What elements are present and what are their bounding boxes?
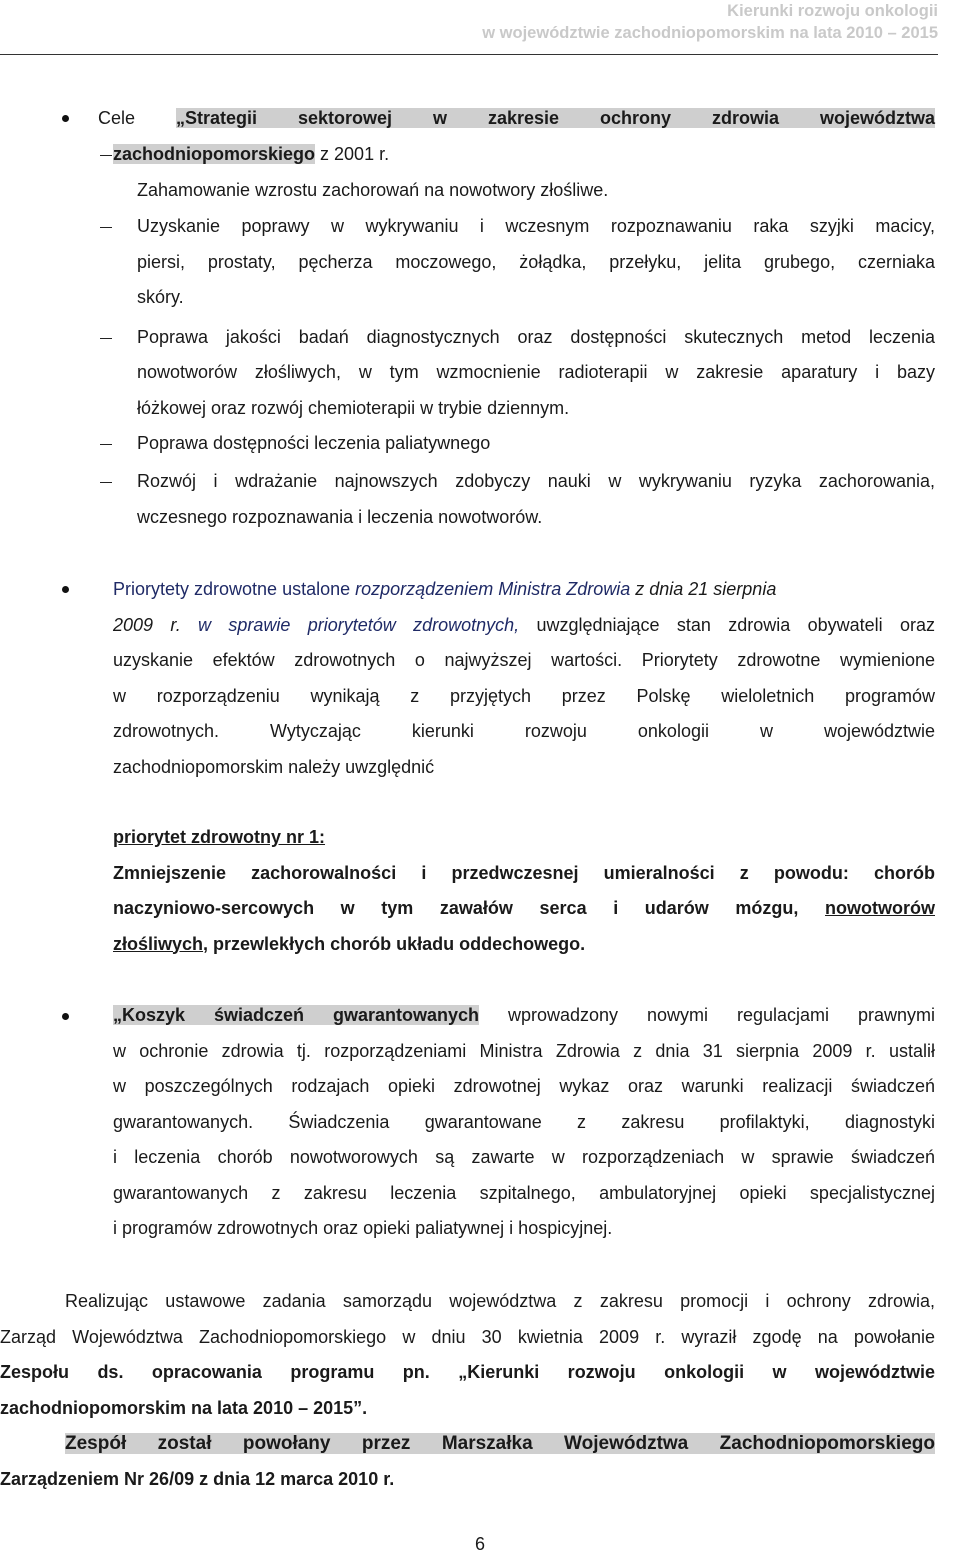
cele-title-line2: zachodniopomorskiego [113,144,316,164]
priorytety-l2-title: w sprawie priorytetów zdrowotnych, [180,614,520,635]
bullet-koszyk [62,1013,69,1020]
dash-5 [100,482,112,483]
priorytety-l3: uzyskanie efektów zdrowotnych o najwyższej wartości. Priorytety zdrowotne wymienione [113,650,935,670]
cele-item-5 [137,464,935,535]
zespol-l1: Zespół został powołany przez Marszałka Województwa Zachodniopomorskiego [65,1433,935,1454]
cele-item-3-line-2: nowotworów złośliwych, w tym wzmocnienie radioterapii w zakresie aparatury i bazy [137,362,935,382]
header-line-1: Kierunki rozwoju onkologii [727,2,938,20]
cele-item-2 [137,209,935,316]
cele-item-2-line-1: Uzyskanie poprawy w wykrywaniu i wczesnym rozpoznawaniu raka szyjki macicy, [137,216,935,236]
priorytety-l2-rest: uwzględniające stan zdrowia obywateli oraz [519,614,935,635]
zespol-paragraph [0,1426,935,1497]
koszyk-paragraph [113,998,935,1247]
cele-heading [98,101,935,137]
priorytety-l5: zdrowotnych. Wytyczając kierunki rozwoju onkologii w województwie [113,721,935,741]
running-header [482,0,938,44]
cele-item-3-cont [137,355,935,425]
cele-item-5-line-2: wczesnego rozpoznawania i leczenia nowotworów. [137,506,543,527]
realizujac-l4: zachodniopomorskim na lata 2010 – 2015”. [0,1397,368,1418]
priorytet-nr1-l2a: naczyniowo-sercowych w tym zawałów serca i udarów mózgu, [113,898,826,918]
cele-item-3 [137,320,935,356]
priorytety-l6: zachodniopomorskim należy uwzględnić [113,756,435,777]
realizujac-l2: Zarząd Województwa Zachodniopomorskiego w dniu 30 kwietnia 2009 r. wyraził zgodę na powołanie [0,1326,935,1347]
koszyk-l1-rest: wprowadzony nowymi regulacjami prawnymi [479,1005,935,1025]
priorytet-nr1-l1: Zmniejszenie zachorowalności i przedwczesnej umieralności z powodu: chorób [113,862,935,883]
priorytety-l1-date: z dnia 21 sierpnia [630,579,777,599]
cele-item-2-line-2: piersi, prostaty, pęcherza moczowego, żołądka, przełyku, jelita grubego, czerniaka [137,251,935,272]
bullet-cele [62,115,69,122]
cele-item-4 [137,426,935,462]
priorytety-l1-blue: Priorytety zdrowotne ustalone [113,579,356,599]
dash-4 [100,444,112,445]
koszyk-line-2: w ochronie zdrowia tj. rozporządzeniami Ministra Zdrowia z dnia 31 sierpnia 2009 r. ustalił [113,1040,935,1061]
priorytet-nr1-l2b: nowotworów [825,898,935,918]
realizujac-l3: Zespołu ds. opracowania programu pn. „Kierunki rozwoju onkologii w województwie [0,1362,935,1382]
priorytety-l2-year: 2009 r. [113,614,181,635]
cele-title-tail: z 2001 r. [315,144,390,164]
koszyk-title: „Koszyk świadczeń gwarantowanych [113,1005,480,1025]
dash-1 [100,155,112,156]
cele-item-1-line: Zahamowanie wzrostu zachorowań na nowotwory złośliwe. [137,180,609,200]
bullet-priorytety [62,586,69,593]
header-rule [0,54,938,55]
cele-item-4-line: Poprawa dostępności leczenia paliatywnego [137,433,491,453]
priorytet-nr1-label: priorytet zdrowotny nr 1: [113,827,326,847]
priorytet-nr1-l3b: , przewlekłych chorób układu oddechowego. [203,933,586,954]
priorytety-l4: w rozporządzeniu wynikają z przyjętych przez Polskę wieloletnich programów [113,685,935,706]
cele-item-5-line-1: Rozwój i wdrażanie najnowszych zdobyczy nauki w wykrywaniu ryzyka zachorowania, [137,471,935,491]
cele-title-line1: „Strategii sektorowej w zakresie ochrony zdrowia województwa [176,108,935,128]
priorytety-l1-regulation: rozporządzeniem Ministra Zdrowia [355,579,631,599]
cele-item-1 [137,137,935,209]
cele-item-3-line-1: Poprawa jakości badań diagnostycznych oraz dostępności skutecznych metod leczenia [137,327,935,347]
koszyk-line-4: gwarantowanych. Świadczenia gwarantowane z zakresu profilaktyki, diagnostyki [113,1111,935,1132]
realizujac-paragraph [0,1284,935,1426]
cele-item-3-line-3: łóżkowej oraz rozwój chemioterapii w trybie dziennym. [137,397,570,418]
cele-item-2-line-3: skóry. [137,287,184,307]
zespol-l2: Zarządzeniem Nr 26/09 z dnia 12 marca 2010 r. [0,1468,395,1489]
koszyk-line-7: i programów zdrowotnych oraz opieki paliatywnej i hospicyjnej. [113,1218,613,1238]
priorytet-nr1-l3a: złośliwych [113,933,204,954]
page-number: 6 [474,1534,485,1554]
koszyk-line-5: i leczenia chorób nowotworowych są zawarte w rozporządzeniach w sprawie świadczeń [113,1147,935,1167]
priorytet-nr1 [113,820,935,962]
realizujac-l1: Realizując ustawowe zadania samorządu województwa z zakresu promocji i ochrony zdrowia, [65,1291,935,1311]
priorytety-paragraph [113,572,935,785]
dash-3 [100,338,112,339]
header-line-2: w województwie zachodniopomorskim na lata 2010 – 2015 [482,24,938,42]
dash-2 [100,227,112,228]
koszyk-line-6: gwarantowanych z zakresu leczenia szpitalnego, ambulatoryjnej opieki specjalistycznej [113,1182,935,1203]
koszyk-line-3: w poszczególnych rodzajach opieki zdrowotnej wykaz oraz warunki realizacji świadczeń [113,1076,935,1096]
cele-lead: Cele [98,108,176,128]
